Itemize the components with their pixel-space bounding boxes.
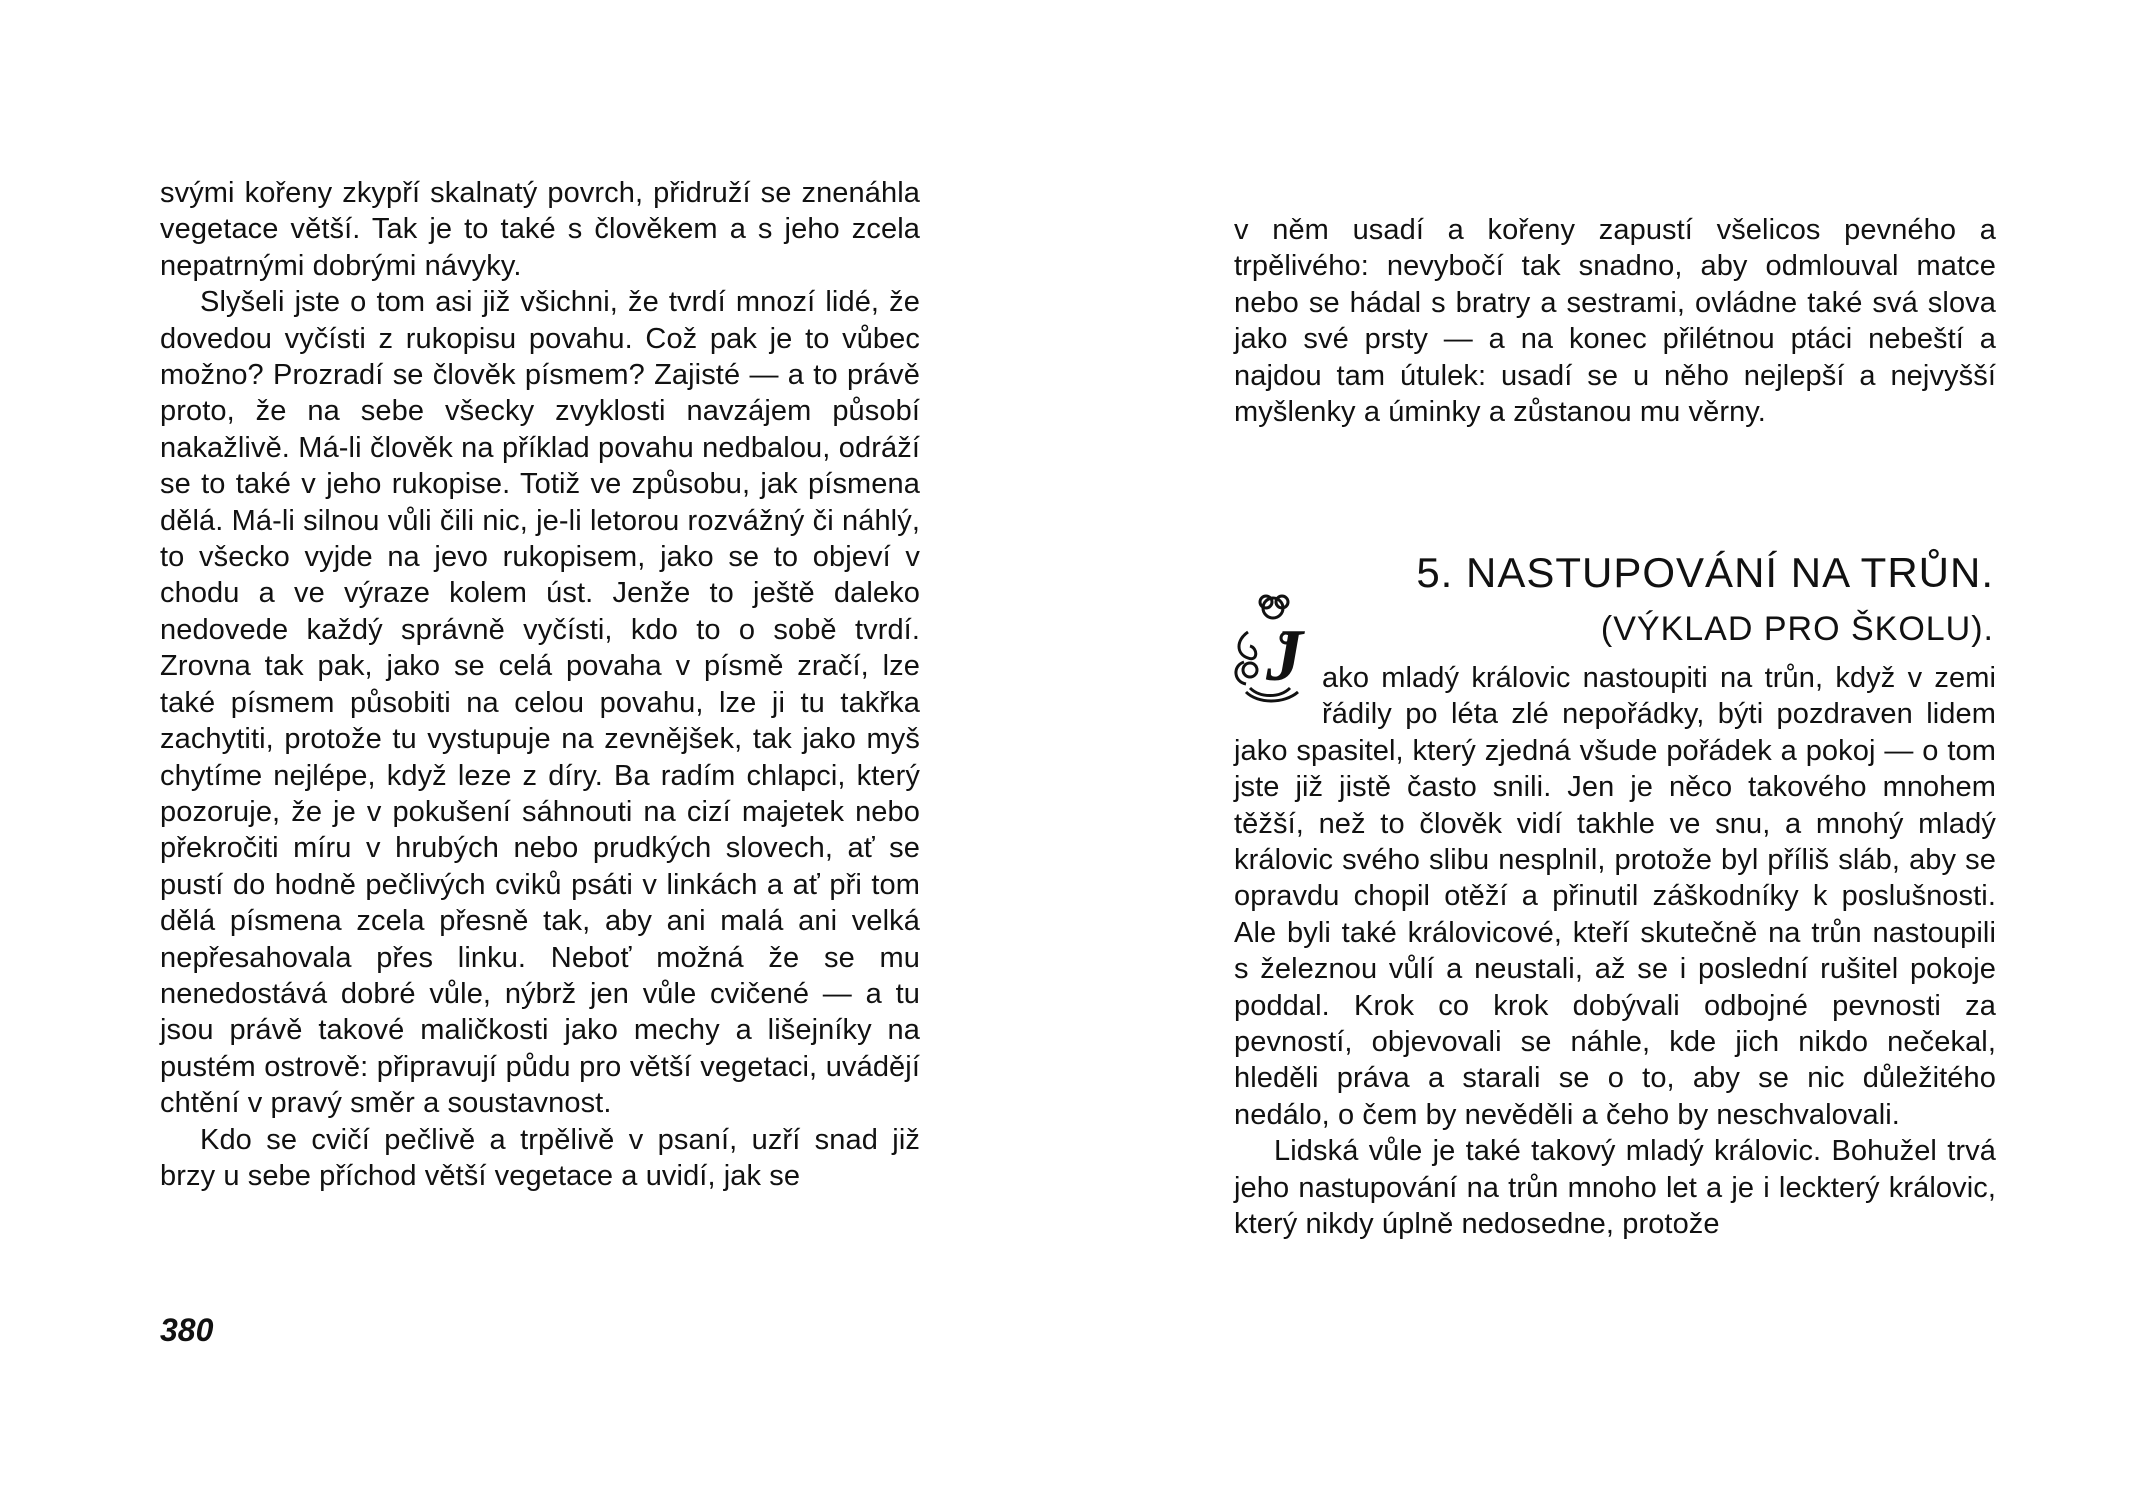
right-first-paragraph: ako mladý královic nastoupiti na trůn, když v zemi řádily po léta zlé nepořádky, býti pozdraven lidem jako spasitel, který zjedná všude pořádek a pokoj — o tom jste již jistě často snili. Jen je něco takového mnohem těžší, než to člověk vidí takhle ve snu, a mnohý mladý královic svého slibu nesplnil, protože byl příliš sláb, aby se opravdu chopil otěží a přinutil záškodníky k poslušnosti. Ale byli také královicové, kteří skutečně na trůn nastoupili s železnou vůlí a neustali, až se i poslední rušitel pokoje poddal. Krok co krok dobývali odbojné pevnosti za pevností, objevovali se náhle, kde jich nikdo nečekal, hleděli práva a starali se o to, aby se nic důležitého nedálo, o čem by nevěděli a čeho by neschvalovali. (1234, 662, 1996, 1131)
chapter-subtitle: (VÝKLAD PRO ŠKOLU). (1600, 610, 1994, 648)
svg-text:J: J (1266, 615, 1304, 697)
right-second-paragraph: Lidská vůle je také takový mladý královic. Bohužel trvá jeho nastupování na trůn mnoho let a je i leckterý královic, který nikdy úplně nedosedne, protože (1234, 1135, 1996, 1241)
right-top-text (1234, 212, 1996, 430)
right-page (1069, 0, 2138, 1500)
dropcap-ornament-svg (1228, 592, 1318, 704)
chapter-title: 5. NASTUPOVÁNÍ NA TRŮN. (1416, 549, 1994, 596)
ornamental-dropcap-icon (1228, 592, 1318, 704)
right-top-paragraph: v něm usadí a kořeny zapustí všelicos pevného a trpělivého: nevybočí tak snadno, aby odmlouval matce nebo se hádal s bratry a sestrami, ovládne také svá slova jako své prsty — a na konec přilétnou ptáci nebeští a najdou tam útulek: usadí se u něho nejlepší a nejvyšší myšlenky a úminky a zůstanou mu věrny. (1234, 214, 1996, 429)
left-paragraph-3: Kdo se cvičí pečlivě a trpělivě v psaní, uzří snad již brzy u sebe příchod větší vegetace a uvidí, jak se (160, 1123, 920, 1192)
left-paragraph-1: svými kořeny zkypří skalnatý povrch, přidruží se znenáhla vegetace větší. Tak je to také s člověkem a s jeho zcela nepatrnými dobrými návyky. (160, 177, 920, 282)
left-page-text (160, 175, 920, 1194)
left-paragraph-2: Slyšeli jste o tom asi již všichni, že tvrdí mnozí lidé, že dovedou vyčísti z rukopisu povahu. Což pak je to vůbec možno? Prozradí se člověk písmem? Zajisté — a to právě proto, že na sebe všecky zvyklosti navzájem působí nakažlivě. Má-li člověk na příklad povahu nedbalou, odráží se to také v jeho rukopise. Totiž ve způsobu, jak písmena dělá. Má-li silnou vůli čili nic, je-li letorou rozvážný či náhlý, to všecko vyjde na jevo rukopisem, jako se to objeví v chodu a ve výraze kolem úst. Jenže to ještě daleko nedovede každý správně vyčísti, kdo to o sobě tvrdí. Zrovna tak pak, jako se celá povaha v písmě zračí, lze také písmem působiti na celou povahu, lze ji tu takřka zachytiti, protože tu vystupuje na zevnějšek, tak jako myš chytíme nejlépe, když leze z díry. Ba radím chlapci, který pozoruje, že je v pokušení sáhnouti na cizí majetek nebo překročiti míru v hrubých nebo prudkých slovech, ať se pustí do hodně pečlivých cviků psáti v linkách a ať při tom dělá písmena zcela přesně tak, aby ani malá ani velká nepřesahovala přes linku. Neboť možná že se mu nenedostává dobré vůle, nýbrž jen vůle cvičené — a tu jsou právě takové maličkosti jako mechy a lišejníky na pustém ostrově: připravují půdu pro větší vegetaci, uvádějí chtění v pravý směr a soustavnost. (160, 286, 920, 1120)
page-number: 380 (160, 1312, 214, 1348)
